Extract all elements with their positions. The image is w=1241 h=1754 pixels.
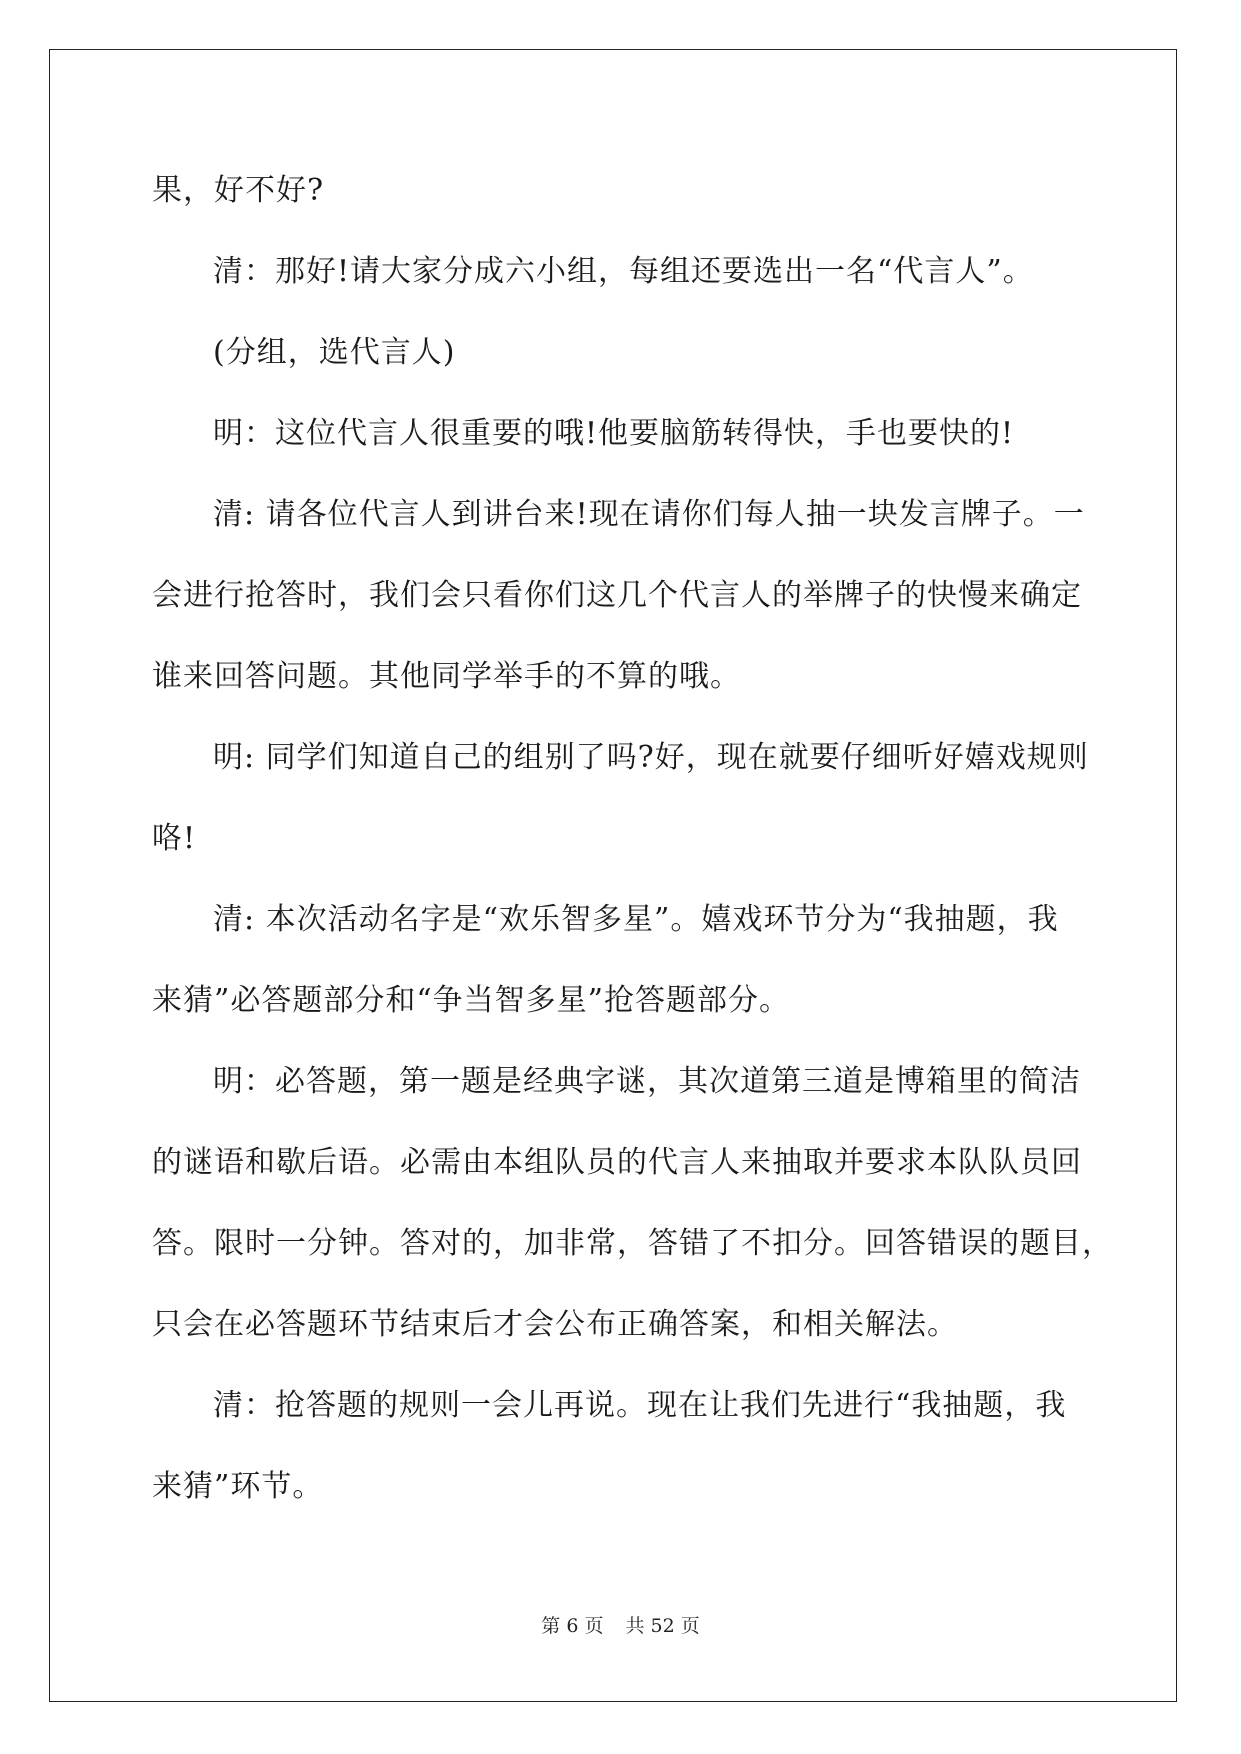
body-line: 清：那好!请大家分成六小组，每组还要选出一名“代言人”。 <box>213 254 1034 289</box>
total-pages: 共 52 页 <box>625 1615 700 1637</box>
body-line: (分组，选代言人) <box>213 335 456 370</box>
body-line: 果，好不好? <box>152 173 325 208</box>
page-number: 第 6 页 <box>541 1615 604 1637</box>
body-line: 明：这位代言人很重要的哦!他要脑筋转得快，手也要快的! <box>213 416 1015 451</box>
body-line: 清: 本次活动名字是“欢乐智多星”。嬉戏环节分为“我抽题，我 <box>213 902 1059 937</box>
body-line: 来猜”必答题部分和“争当智多星”抢答题部分。 <box>152 983 791 1018</box>
body-line: 明：必答题，第一题是经典字谜，其次道第三道是博箱里的简洁 <box>213 1064 1081 1099</box>
body-line: 咯! <box>152 821 197 856</box>
body-line: 只会在必答题环节结束后才会公布正确答案，和相关解法。 <box>152 1307 958 1342</box>
page-footer <box>0 1613 1241 1639</box>
body-line: 谁来回答问题。其他同学举手的不算的哦。 <box>152 659 741 694</box>
body-line: 清: 请各位代言人到讲台来!现在请你们每人抽一块发言牌子。一 <box>213 497 1085 532</box>
body-line: 清：抢答题的规则一会儿再说。现在让我们先进行“我抽题，我 <box>213 1388 1067 1423</box>
body-line: 答。限时一分钟。答对的，加非常，答错了不扣分。回答错误的题目， <box>152 1226 1113 1261</box>
page-border <box>49 49 1177 1702</box>
body-line: 的谜语和歇后语。必需由本组队员的代言人来抽取并要求本队队员回 <box>152 1145 1082 1180</box>
body-line: 来猜”环节。 <box>152 1469 324 1504</box>
body-line: 明: 同学们知道自己的组别了吗?好，现在就要仔细听好嬉戏规则 <box>213 740 1089 775</box>
body-line: 会进行抢答时，我们会只看你们这几个代言人的举牌子的快慢来确定 <box>152 578 1082 613</box>
